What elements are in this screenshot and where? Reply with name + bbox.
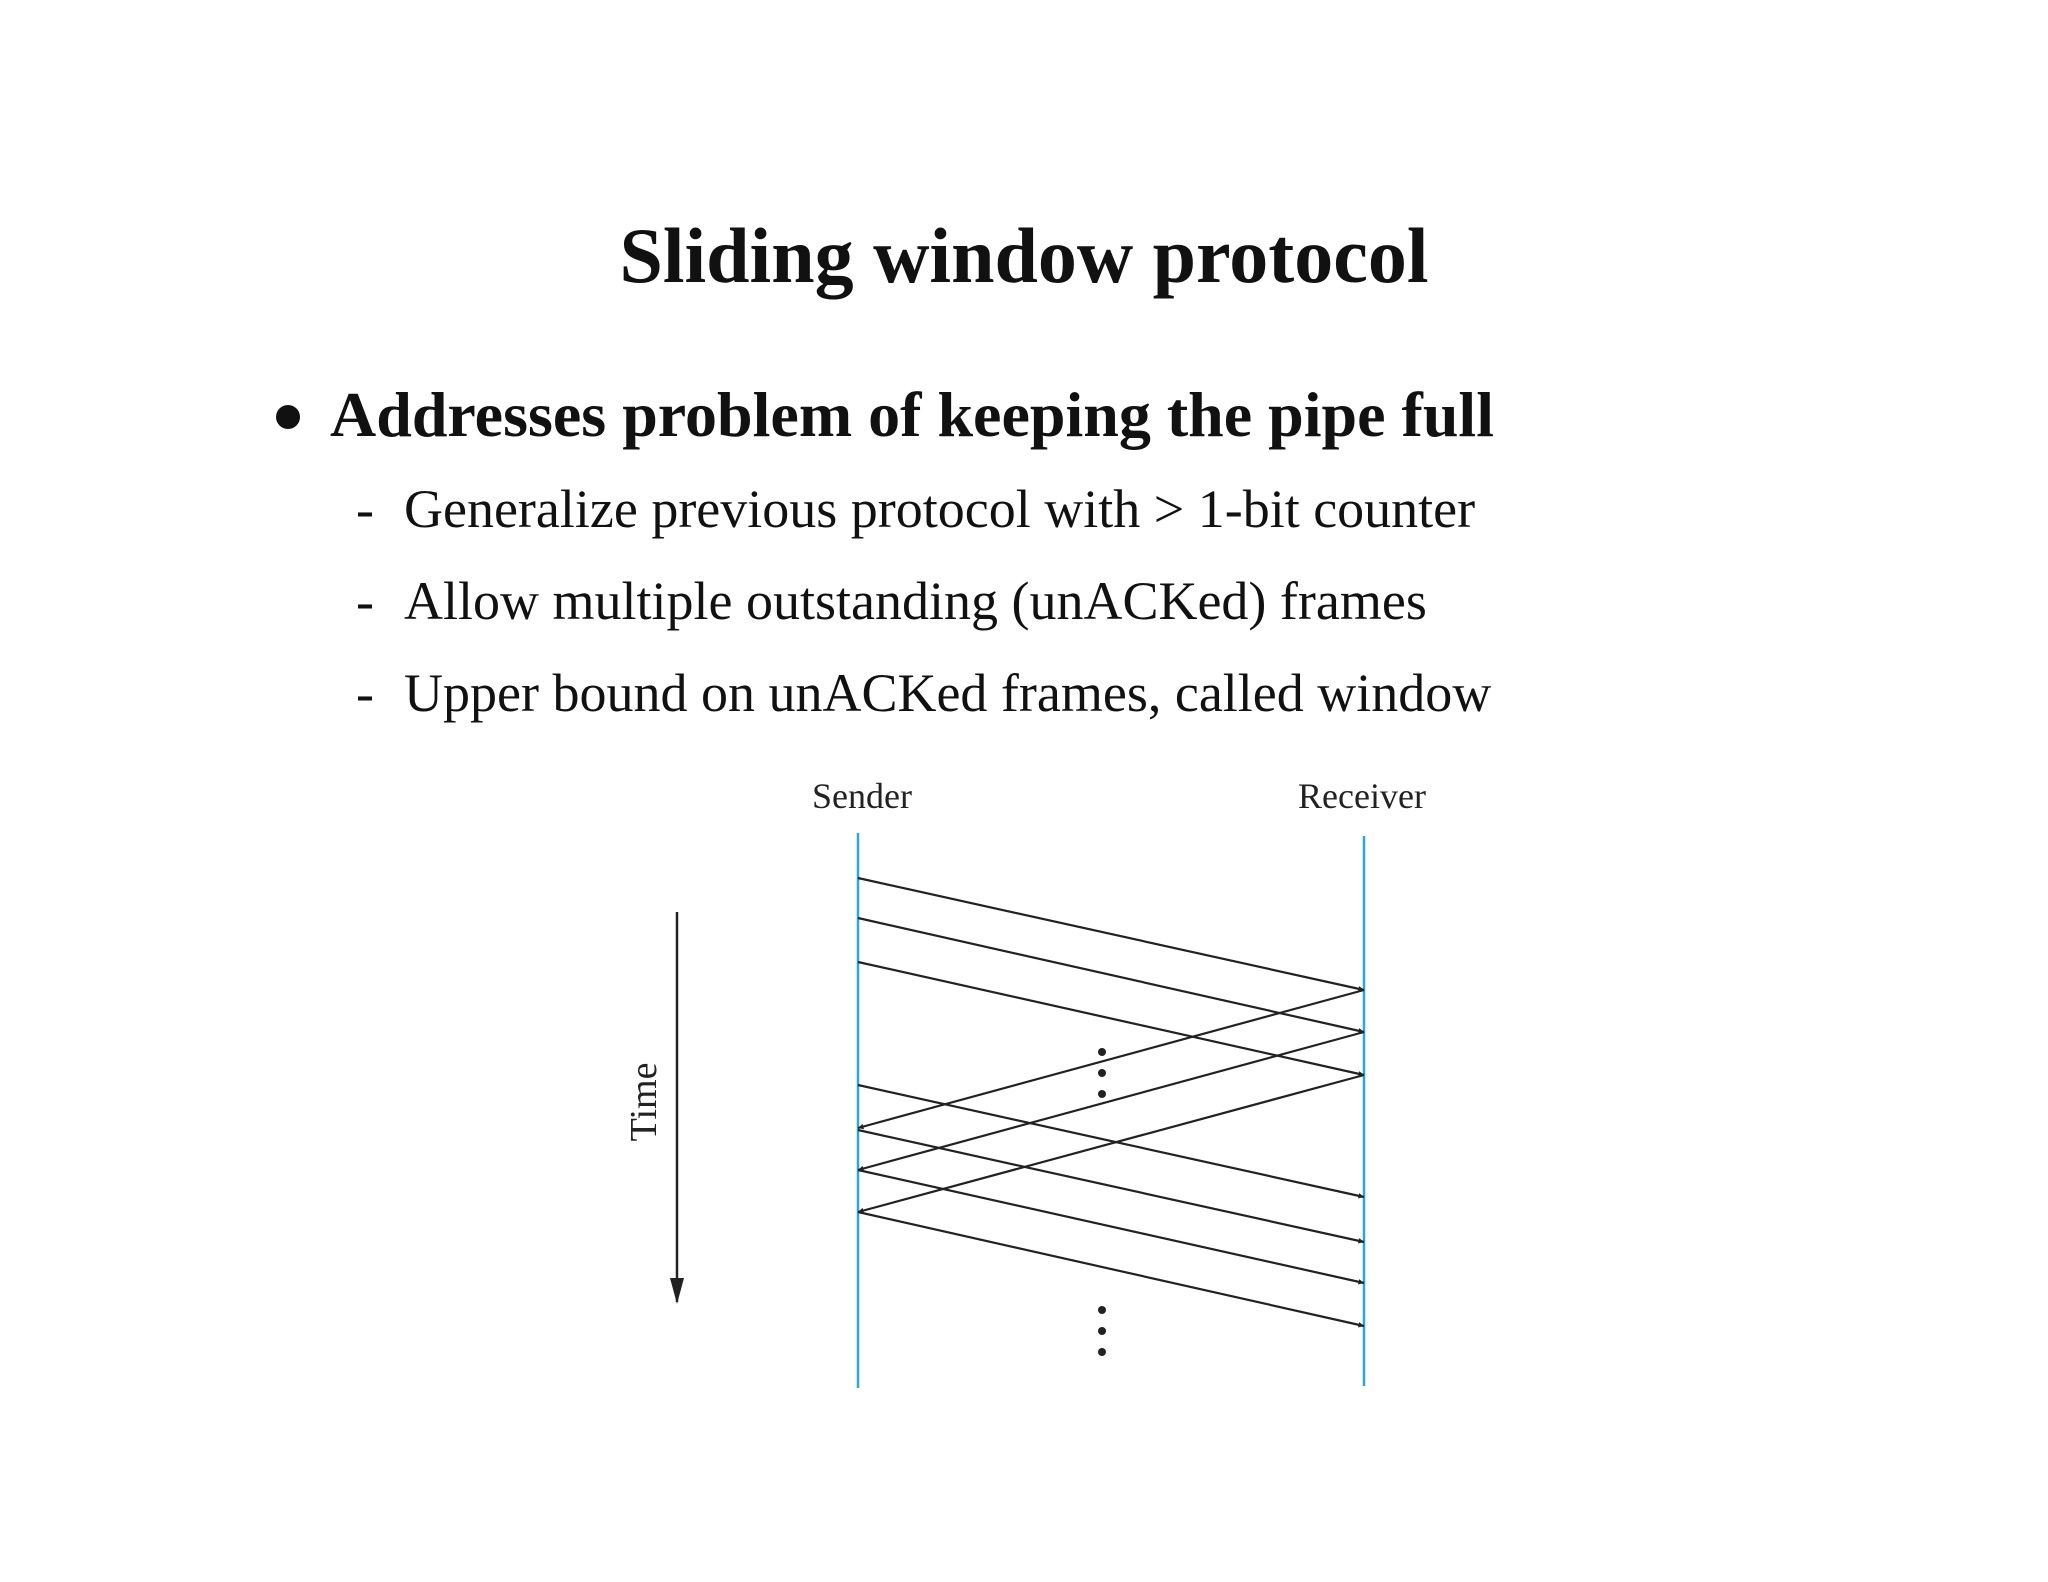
- receiver-label: Receiver: [1298, 776, 1426, 816]
- ellipsis-icon: [1098, 1306, 1106, 1356]
- sub-item-text: Generalize previous protocol with > 1-bit counter: [404, 479, 1476, 539]
- sender-label: Sender: [812, 776, 912, 816]
- data-frame-arrow: [858, 1212, 1364, 1326]
- ack-arrow: [858, 1075, 1364, 1212]
- dash-icon: -: [356, 571, 374, 631]
- sub-item-text: Upper bound on unACKed frames, called window: [404, 663, 1492, 723]
- slide-title: Sliding window protocol: [619, 212, 1429, 299]
- bullet-text: Addresses problem of keeping the pipe full: [330, 379, 1494, 450]
- dash-icon: -: [356, 663, 374, 723]
- time-label: Time: [623, 1062, 665, 1142]
- dash-icon: -: [356, 479, 374, 539]
- sub-item-text: Allow multiple outstanding (unACKed) frames: [404, 571, 1427, 631]
- time-axis-arrowhead-icon: [670, 1278, 684, 1304]
- ellipsis-icon: [1098, 1048, 1106, 1098]
